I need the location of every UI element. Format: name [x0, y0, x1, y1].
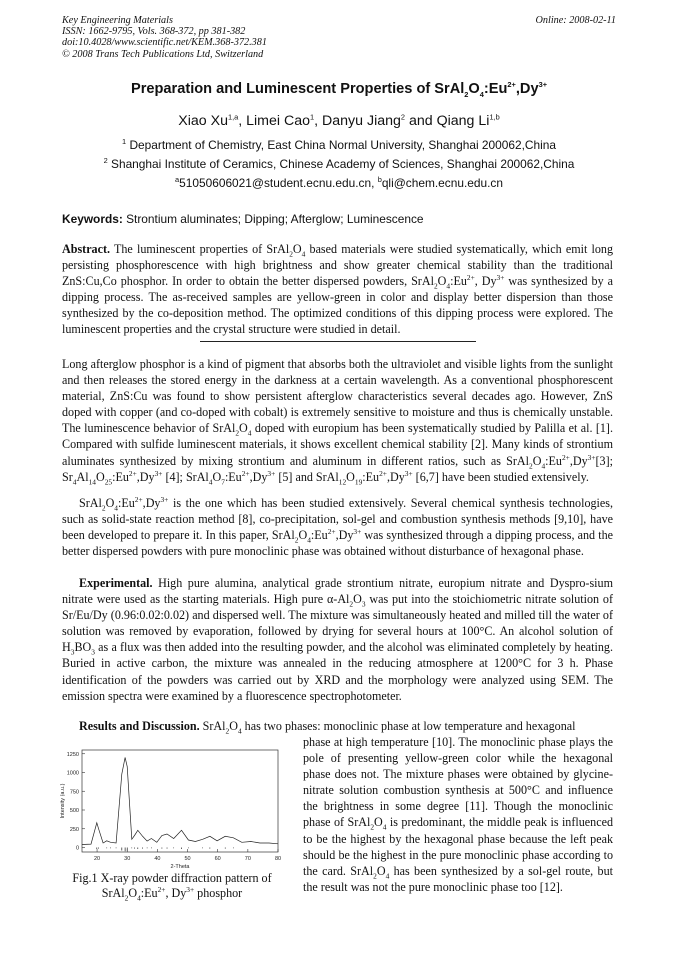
affiliation-1: $^1$ Department of Chemistry, East China Normal University, Shanghai 200062,China: [122, 137, 556, 152]
keywords-text: Strontium aluminates; Dipping; Afterglow; Luminescence: [126, 212, 424, 226]
journal-name: Key Engineering Materials: [62, 15, 173, 26]
xrd-pattern-line: [82, 758, 278, 845]
affiliation-2: $^2$ Shanghai Institute of Ceramics, Chinese Academy of Sciences, Shanghai 200062,China: [103, 156, 575, 171]
y-tick-label: 250: [69, 826, 79, 833]
paper-title: Preparation and Luminescent Properties of $SrAl_2O_4:Eu^{2+},Dy^{3+}$: [130, 80, 548, 99]
y-axis-label: Intensity (a.u.): [60, 783, 66, 819]
keywords-label: Keywords:: [62, 212, 123, 226]
journal-header: [62, 15, 616, 60]
results-paragraph-start: Results and Discussion. $SrAl_2O_4$ has two phases: monoclinic phase at low temperature and hexagonal: [79, 719, 576, 736]
x-tick-label: 20: [94, 856, 101, 862]
x-tick-label: 40: [154, 856, 161, 862]
figure-caption: Fig.1 X-ray powder diffraction pattern of $SrAl_2O_4:Eu^{2+}$, $Dy^{3+}$ phosphor: [72, 871, 272, 903]
author-list: Xiao Xu$^{1,a}$, Limei Cao$^1$, Danyu Jiang$^2$ and Qiang Li$^{1,b}$: [178, 112, 500, 129]
xrd-chart: [56, 742, 288, 872]
online-date: Online: 2008-02-11: [535, 15, 616, 26]
copyright-line: © 2008 Trans Tech Publications Ltd, Switzerland: [62, 48, 264, 60]
plot-frame: [82, 750, 278, 852]
section-divider: [200, 341, 476, 342]
y-tick-label: 0: [75, 845, 79, 852]
author-emails: $^a$51050606021@student.ecnu.edu.cn, $^b$qli@chem.ecnu.edu.cn: [175, 175, 503, 190]
y-tick-label: 1250: [66, 751, 79, 758]
x-tick-label: 50: [184, 856, 191, 862]
doi-line: doi:10.4028/www.scientific.net/KEM.368-372.381: [62, 37, 267, 49]
abstract: Abstract. The luminescent properties of $SrAl_2O_4$ based materials were studied systematically, which emit long persisting phosphorescence with high brightness and show greater chemical stability than the traditional ZnS:Cu,Co phosphor. In order to obtain the better dispersed powders, $SrAl_2O_4:Eu^{2+}$, $Dy^{3+}$ was synthesized by a dipping process. The as-received samples are yellow-green in color and display better dispersion than those synthesized by the co-deposition method. The optimized conditions of this dipping process were explored. The luminescent properties and the crystal structure were studied in detail.: [62, 242, 613, 337]
x-tick-label: 60: [214, 856, 221, 862]
introduction-paragraph: Long afterglow phosphor is a kind of pigment that absorbs both the ultraviolet and visible lights from the sunlight and then releases the stored energy in the darkness at a certain wavelength. As a conventional phosphorescent material, ZnS:Cu was found to show persistent afterglow characteristics several decades ago. However, ZnS doped with copper (and co-doped with cobalt) is extremely sensitive to moisture and thus is chemically unstable. The luminescence behavior of $SrAl_2O_4$ doped with europium has been systematically studied by Palilla et al. [1]. Compared with sulfide luminescent materials, it shows excellent chemical stability [2]. Many kinds of strontium aluminates synthesized by mixing strontium and aluminum in different ratios, such as $SrAl_2O_4:Eu^{2+},Dy^{3+}[3]$; $Sr_4Al_{14}O_{25}:Eu^{2+},Dy^{3+}$ [4]; $SrAl_4O_7:Eu^{2+},Dy^{3+}$ [5] and $SrAl_{12}O_{19}:Eu^{2+},Dy^{3+}$ [6,7] have been studied extensively.: [62, 357, 613, 487]
experimental-paragraph: Experimental. High pure alumina, analytical grade strontium nitrate, europium nitrate and Dyspro-sium nitrate were used as the starting materials. High pure $\alpha-Al_2O_3$ was put into the stoichiometric nitrate solution of Sr/Eu/Dy (0.96:0.02:0.02) and dispersed well. The mixture was simultaneously heated and milled till the water of solution was removed by evaporation, followed by drying for several hours at 100°C. An alcohol solution of $H_3BO_3$ as a flux was then added into the resulting powder, and the alcohol was eliminated completely by heating. Buried in active carbon, the mixture was annealed in the reducing atmosphere at 1200°C for 3 h. Phase identification of the powders was carried out by XRD and the morphology were analyzed using SEM. The emission spectra were examined by a fluorescence spectrophotometer.: [62, 576, 613, 703]
synthesis-paragraph: $SrAl_2O_4:Eu^{2+},Dy^{3+}$ is the one which has been studied extensively. Several chemical synthesis technologies, such as solid-state reaction method [8], co-precipitation, sol-gel and combustion synthesis methods [9,10], have been developed to prepare it. In this paper, $SrAl_2O_4:Eu^{2+},Dy^{3+}$ was synthesized through a dipping process, and the better dispersed powders with pure monoclinic phase was obtained without disturbance of hexagonal phase.: [62, 494, 613, 559]
x-tick-label: 70: [244, 856, 251, 862]
xrd-figure: [56, 742, 288, 872]
issn-line: ISSN: 1662-9795, Vols. 368-372, pp 381-382: [62, 26, 246, 38]
x-tick-label: 30: [124, 856, 131, 862]
keywords: [62, 212, 424, 226]
results-paragraph-column: phase at high temperature [10]. The monoclinic phase plays the pole of presenting yellow-green color while the hexagonal phase does not. The mixture phases were obtained by glycine-nitrate solution combustion synthesis at 500°C and influence the brightness in some degree [11]. Though the monoclinic phase of $SrAl_2O_4$ is predominant, the middle peak is influenced to be the highest by the hexagonal phase because the left peak should be the highest in the pure monoclinic phase according to the card. $SrAl_2O_4$ has been synthesized by a sol-gel route, but the result was not the pure monoclinic phase too [12].: [303, 735, 613, 894]
y-tick-label: 750: [69, 789, 79, 796]
y-tick-label: 500: [69, 808, 79, 814]
x-axis-label: 2-Theta: [170, 864, 190, 870]
x-tick-label: 80: [274, 856, 282, 862]
y-tick-label: 1000: [66, 770, 79, 777]
